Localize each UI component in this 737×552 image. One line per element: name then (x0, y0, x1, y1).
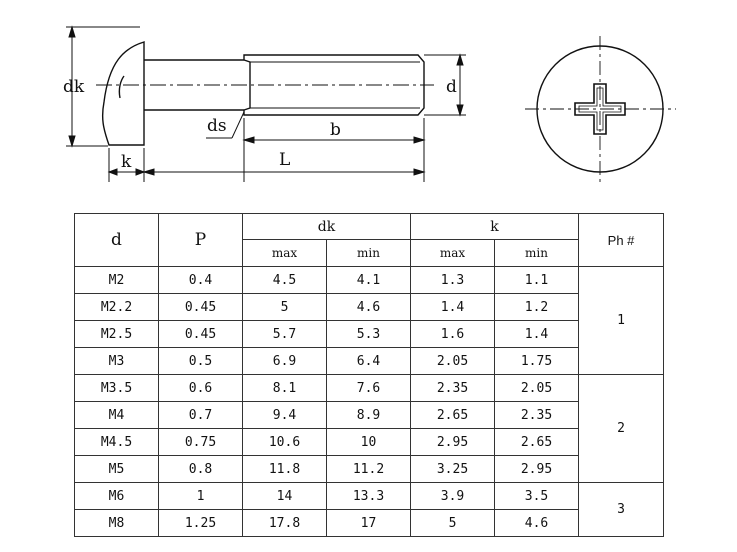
cell-d: M2.2 (75, 294, 159, 321)
cell-ph: 1 (579, 267, 664, 375)
cell-d: M2 (75, 267, 159, 294)
label-L: L (279, 150, 291, 170)
cell-dk-min: 7.6 (327, 375, 411, 402)
screw-side-view (96, 42, 434, 145)
table-row (75, 375, 664, 402)
cell-dk-min: 10 (327, 429, 411, 456)
table-row (75, 456, 664, 483)
cell-p: 0.75 (159, 429, 243, 456)
cell-d: M5 (75, 456, 159, 483)
cell-dk-min: 5.3 (327, 321, 411, 348)
cell-dk-min: 8.9 (327, 402, 411, 429)
cell-p: 0.45 (159, 321, 243, 348)
table-row (75, 348, 664, 375)
cell-k-min: 2.05 (495, 375, 579, 402)
cell-ph: 3 (579, 483, 664, 537)
cell-d: M3.5 (75, 375, 159, 402)
dimension-table (74, 213, 664, 537)
cell-k-max: 1.3 (411, 267, 495, 294)
label-dk: dk (63, 77, 85, 97)
cell-k-max: 2.65 (411, 402, 495, 429)
cell-k-max: 1.4 (411, 294, 495, 321)
cell-k-min: 2.35 (495, 402, 579, 429)
cell-p: 1 (159, 483, 243, 510)
table-row (75, 429, 664, 456)
cell-dk-max: 11.8 (243, 456, 327, 483)
label-ds: ds (207, 116, 227, 136)
screw-drawing (0, 0, 737, 210)
cell-p: 0.8 (159, 456, 243, 483)
header-k-min: min (495, 240, 579, 267)
cell-p: 0.6 (159, 375, 243, 402)
cell-dk-min: 11.2 (327, 456, 411, 483)
header-p: P (159, 214, 243, 267)
header-dk-min: min (327, 240, 411, 267)
cell-k-min: 1.2 (495, 294, 579, 321)
cell-k-max: 3.9 (411, 483, 495, 510)
cell-d: M4.5 (75, 429, 159, 456)
table-row (75, 267, 664, 294)
cell-k-min: 4.6 (495, 510, 579, 537)
cell-dk-max: 17.8 (243, 510, 327, 537)
cell-dk-max: 4.5 (243, 267, 327, 294)
cell-dk-min: 6.4 (327, 348, 411, 375)
label-d: d (446, 77, 457, 97)
cell-dk-min: 17 (327, 510, 411, 537)
cell-k-max: 3.25 (411, 456, 495, 483)
cell-dk-min: 13.3 (327, 483, 411, 510)
cell-k-min: 1.1 (495, 267, 579, 294)
cell-k-max: 2.35 (411, 375, 495, 402)
cell-p: 0.45 (159, 294, 243, 321)
cell-dk-min: 4.6 (327, 294, 411, 321)
table-row (75, 321, 664, 348)
header-ph: Ph # (579, 214, 664, 267)
cell-d: M8 (75, 510, 159, 537)
cell-dk-max: 6.9 (243, 348, 327, 375)
header-k-max: max (411, 240, 495, 267)
cell-dk-max: 10.6 (243, 429, 327, 456)
cell-k-max: 5 (411, 510, 495, 537)
screw-head-top-view (525, 36, 676, 186)
cell-dk-min: 4.1 (327, 267, 411, 294)
cell-k-min: 2.65 (495, 429, 579, 456)
table-row (75, 294, 664, 321)
cell-k-max: 1.6 (411, 321, 495, 348)
header-d: d (75, 214, 159, 267)
header-dk: dk (243, 214, 411, 240)
cell-p: 0.4 (159, 267, 243, 294)
cell-k-max: 2.05 (411, 348, 495, 375)
cell-ph: 2 (579, 375, 664, 483)
cell-k-min: 3.5 (495, 483, 579, 510)
cell-d: M2.5 (75, 321, 159, 348)
cell-d: M4 (75, 402, 159, 429)
table-row (75, 402, 664, 429)
cell-dk-max: 14 (243, 483, 327, 510)
cell-dk-max: 9.4 (243, 402, 327, 429)
header-k: k (411, 214, 579, 240)
table-row (75, 510, 664, 537)
cell-k-min: 1.4 (495, 321, 579, 348)
cell-d: M6 (75, 483, 159, 510)
header-dk-max: max (243, 240, 327, 267)
label-k: k (121, 152, 132, 172)
cell-dk-max: 8.1 (243, 375, 327, 402)
cell-dk-max: 5.7 (243, 321, 327, 348)
table-row (75, 483, 664, 510)
cell-k-max: 2.95 (411, 429, 495, 456)
cell-k-min: 2.95 (495, 456, 579, 483)
cell-p: 1.25 (159, 510, 243, 537)
cell-d: M3 (75, 348, 159, 375)
cell-p: 0.7 (159, 402, 243, 429)
cell-p: 0.5 (159, 348, 243, 375)
cell-k-min: 1.75 (495, 348, 579, 375)
cell-dk-max: 5 (243, 294, 327, 321)
label-b: b (330, 120, 341, 140)
